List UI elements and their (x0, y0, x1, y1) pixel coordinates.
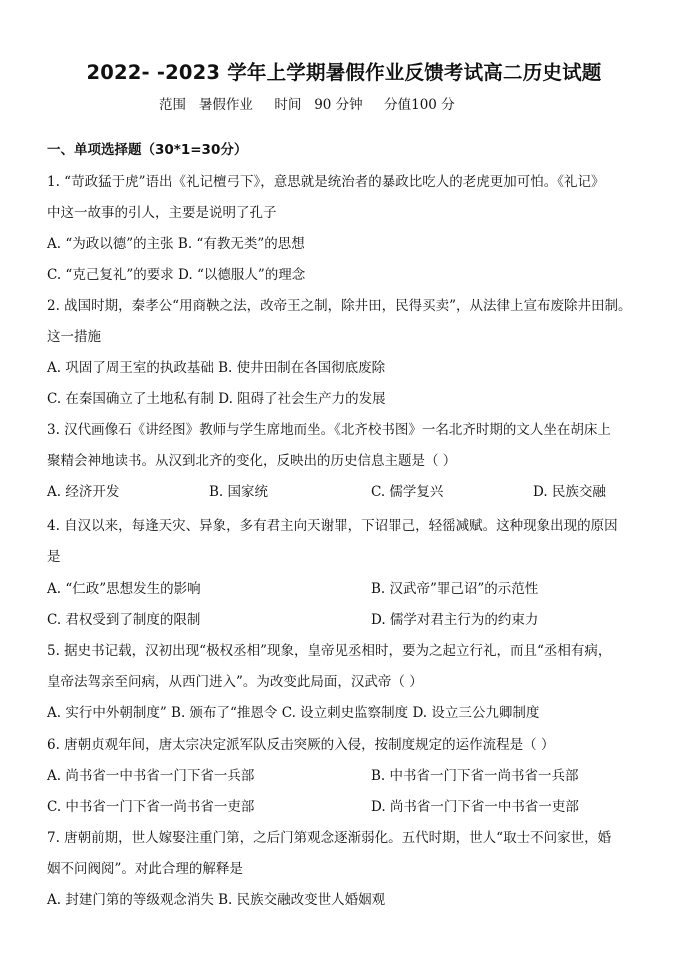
question-4-option-d: D. 儒学对君主行为的约束力 (371, 612, 539, 628)
question-2-options-ab: A. 巩固了周王室的执政基础 B. 使井田制在各国彻底废除 (47, 360, 386, 376)
question-1-options-ab: A. “为政以德”的主张 B. “有教无类”的思想 (47, 236, 305, 252)
question-3-stem-line-2: 聚精会神地读书。从汉到北齐的变化，反映出的历史信息主题是（ ） (47, 453, 457, 469)
question-3-option-b: B. 国家统 (209, 484, 269, 500)
question-4-option-a: A. “仁政”思想发生的影响 (47, 581, 201, 597)
question-6-option-b: B. 中书省一门下省一尚书省一兵部 (371, 768, 579, 784)
question-1-options-cd: C. “克己复礼”的要求 D. “以德服人”的理念 (47, 267, 306, 283)
question-6-option-d: D. 尚书省一门下省一中书省一吏部 (371, 799, 579, 815)
question-6-option-c: C. 中书省一门下省一尚书省一吏部 (47, 799, 255, 815)
question-7-stem-line-1: 7. 唐朝前期，世人嫁娶注重门第，之后门第观念逐渐弱化。五代时期，世人“取士不问家世，婚 (47, 830, 612, 846)
question-4-stem-line-2: 是 (47, 549, 61, 565)
question-3-stem-line-1: 3. 汉代画像石《讲经图》教师与学生席地而坐。《北齐校书图》一名北齐时期的文人坐在胡床上 (47, 422, 611, 438)
question-4-stem-line-1: 4. 自汉以来，每逢天灾、异象，多有君主向天谢罪，下诏罪己，轻徭减赋。这种现象出现的原因 (47, 518, 618, 534)
question-5-options: A. 实行中外朝制度” B. 颁布了“推恩令 C. 设立刺史监察制度 D. 设立三公九卿制度 (47, 705, 540, 721)
question-4-option-c: C. 君权受到了制度的限制 (47, 612, 201, 628)
question-1-stem-line-1: 1. “苛政猛于虎”语出《礼记檀弓下》，意思就是统治者的暴政比吃人的老虎更加可怕。《礼记》 (47, 174, 605, 190)
exam-info: 范围 暑假作业 时间 90 分钟 分值100 分 (159, 97, 455, 113)
exam-title: 2022- -2023 学年上学期暑假作业反馈考试高二历史试题 (86, 61, 602, 84)
question-3-option-c: C. 儒学复兴 (371, 484, 444, 500)
question-5-stem-line-2: 皇帝法驾亲至问病，从西门进入”。为改变此局面，汉武帝（ ） (47, 674, 423, 690)
question-2-options-cd: C. 在秦国确立了土地私有制 D. 阻碍了社会生产力的发展 (47, 391, 386, 407)
question-6-stem: 6. 唐朝贞观年间，唐太宗决定派军队反击突厥的入侵，按制度规定的运作流程是（ ） (47, 737, 555, 753)
question-2-stem-line-2: 这一措施 (47, 329, 101, 345)
question-4-option-b: B. 汉武帝”罪己诏”的示范性 (371, 581, 539, 597)
question-6-option-a: A. 尚书省一中书省一门下省一兵部 (47, 768, 255, 784)
question-7-stem-line-2: 姻不问阀阅”。对此合理的解释是 (47, 861, 243, 877)
question-7-options-ab: A. 封建门第的等级观念消失 B. 民族交融改变世人婚姻观 (47, 892, 386, 908)
question-3-option-a: A. 经济开发 (47, 484, 120, 500)
question-5-stem-line-1: 5. 据史书记载，汉初出现“极权丞相”现象，皇帝见丞相时，要为之起立行礼，而且“丞相有病， (47, 643, 612, 659)
question-3-option-d: D. 民族交融 (533, 484, 606, 500)
section-heading: 一、单项选择题（30*1=30分） (47, 142, 248, 158)
question-2-stem-line-1: 2. 战国时期，秦孝公“用商鞅之法，改帝王之制，除井田，民得买卖”，从法律上宣布废除井田制。 (47, 298, 632, 314)
question-1-stem-line-2: 中这一故事的引人，主要是说明了孔子 (47, 205, 277, 221)
